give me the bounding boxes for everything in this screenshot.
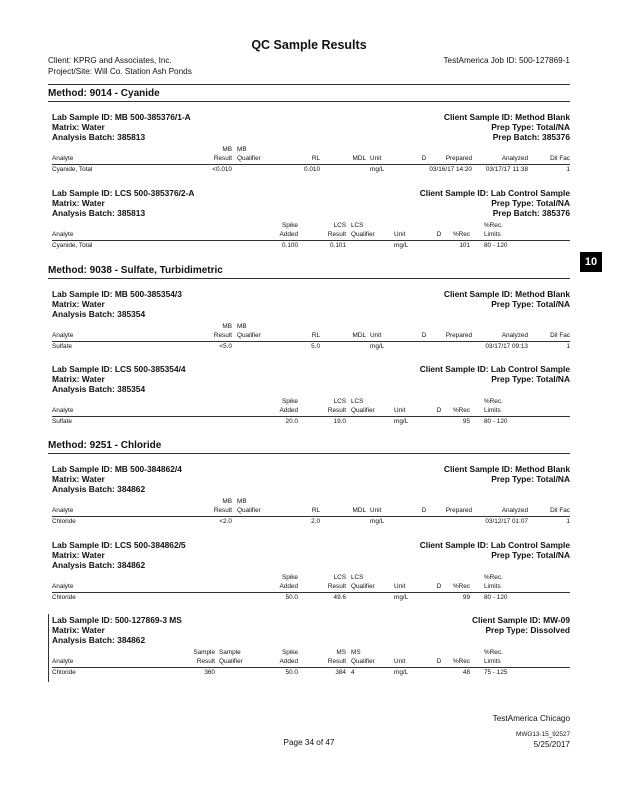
table-header: D xyxy=(436,407,442,414)
analysis-batch: Analysis Batch: 384862 xyxy=(52,484,146,494)
table-cell: Chloride xyxy=(52,594,76,601)
table-header: MDL xyxy=(352,332,366,339)
prep-type: Prep Type: Total/NA xyxy=(491,550,570,560)
table-header-top: LCS xyxy=(351,398,364,405)
table-header: Prepared xyxy=(445,332,472,339)
table-header: D xyxy=(436,583,442,590)
table-header: Qualifier xyxy=(351,658,375,665)
table-header: Dil Fac xyxy=(550,332,570,339)
table-header: Qualifier xyxy=(237,332,261,339)
table-header: %Rec xyxy=(452,583,470,590)
method-heading: Method: 9038 - Sulfate, Turbidimetric xyxy=(48,265,223,276)
client-sample-id: Client Sample ID: Lab Control Sample xyxy=(419,540,570,550)
lab-sample-id: Lab Sample ID: LCS 500-385354/4 xyxy=(52,364,186,374)
table-header: Analyte xyxy=(52,332,74,339)
prep-type: Prep Type: Total/NA xyxy=(491,299,570,309)
table-cell: 4 xyxy=(351,669,355,676)
table-header: Dil Fac xyxy=(550,155,570,162)
table-header: Qualifier xyxy=(237,507,261,514)
analysis-batch: Analysis Batch: 384862 xyxy=(52,635,146,645)
table-cell: mg/L xyxy=(394,418,409,425)
table-cell: mg/L xyxy=(370,343,385,350)
table-header: Unit xyxy=(394,231,406,238)
prep-type: Prep Type: Total/NA xyxy=(491,374,570,384)
table-header: Added xyxy=(279,658,298,665)
table-header: Added xyxy=(279,407,298,414)
table-header: Result xyxy=(196,658,215,665)
table-header: D xyxy=(421,507,427,514)
table-header: Limits xyxy=(484,231,501,238)
matrix: Matrix: Water xyxy=(52,299,105,309)
table-header: %Rec xyxy=(452,658,470,665)
lab-sample-id: Lab Sample ID: LCS 500-385376/2-A xyxy=(52,188,195,198)
matrix: Matrix: Water xyxy=(52,625,105,635)
table-cell: 49.6 xyxy=(333,594,346,601)
table-cell: Cyanide, Total xyxy=(52,242,93,249)
prep-type: Prep Type: Total/NA xyxy=(491,122,570,132)
table-header: D xyxy=(421,155,427,162)
table-cell: Chloride xyxy=(52,669,76,676)
table-header: %Rec xyxy=(452,231,470,238)
table-header: Qualifier xyxy=(351,231,375,238)
lab-sample-id: Lab Sample ID: MB 500-385376/1-A xyxy=(52,112,191,122)
table-header: Analyte xyxy=(52,658,74,665)
analysis-batch: Analysis Batch: 385354 xyxy=(52,309,146,319)
table-header: Limits xyxy=(484,407,501,414)
table-cell: Chloride xyxy=(52,518,76,525)
table-header: Dil Fac xyxy=(550,507,570,514)
table-header-top: Spike xyxy=(282,649,298,656)
lab-sample-id: Lab Sample ID: 500-127869-3 MS xyxy=(52,615,182,625)
table-header: Analyte xyxy=(52,583,74,590)
lab-sample-id: Lab Sample ID: MB 500-384862/4 xyxy=(52,464,182,474)
table-cell: 99 xyxy=(462,594,470,601)
matrix: Matrix: Water xyxy=(52,374,105,384)
table-rule xyxy=(52,416,570,417)
table-cell: 101 xyxy=(459,242,470,249)
lab-sample-id: Lab Sample ID: MB 500-385354/3 xyxy=(52,289,182,299)
table-header-top: Sample xyxy=(193,649,215,656)
table-rule xyxy=(52,592,570,593)
client-sample-id: Client Sample ID: MW-09 xyxy=(471,615,570,625)
table-cell: 48 xyxy=(462,669,470,676)
table-header: Result xyxy=(327,407,346,414)
table-header: RL xyxy=(311,332,320,339)
table-header-top: LCS xyxy=(333,398,346,405)
client-sample-id: Client Sample ID: Method Blank xyxy=(443,464,570,474)
table-header: D xyxy=(436,658,442,665)
table-header-top: LCS xyxy=(333,574,346,581)
table-header-top: %Rec. xyxy=(484,649,503,656)
table-header: Unit xyxy=(394,407,406,414)
table-cell: 2.0 xyxy=(311,518,320,525)
table-cell: 0.100 xyxy=(282,242,298,249)
header-rule xyxy=(48,84,570,85)
table-header-top: MB xyxy=(222,323,232,330)
table-header: Unit xyxy=(394,583,406,590)
table-header: D xyxy=(436,231,442,238)
table-header: Analyte xyxy=(52,507,74,514)
table-header: Added xyxy=(279,583,298,590)
table-header-top: %Rec. xyxy=(484,222,503,229)
table-cell: 1 xyxy=(566,343,570,350)
client-name: Client: KPRG and Associates, Inc. xyxy=(48,56,172,65)
table-header-top: %Rec. xyxy=(484,574,503,581)
table-header: Added xyxy=(279,231,298,238)
table-header: Analyzed xyxy=(501,332,528,339)
method-heading: Method: 9251 - Chloride xyxy=(48,440,162,451)
table-cell: 03/16/17 14:20 xyxy=(429,166,472,173)
table-cell: 75 - 125 xyxy=(484,669,508,676)
table-cell: 80 - 120 xyxy=(484,418,508,425)
table-cell: mg/L xyxy=(394,242,409,249)
table-header-top: Spike xyxy=(282,222,298,229)
lab-sample-id: Lab Sample ID: LCS 500-384862/5 xyxy=(52,540,186,550)
prep-batch: Prep Batch: 385376 xyxy=(492,132,570,142)
table-header: Qualifier xyxy=(237,155,261,162)
table-header: Result xyxy=(327,658,346,665)
prep-type: Prep Type: Dissolved xyxy=(485,625,570,635)
method-rule xyxy=(48,278,570,279)
table-header: D xyxy=(421,332,427,339)
client-sample-id: Client Sample ID: Lab Control Sample xyxy=(419,364,570,374)
table-header: MDL xyxy=(352,507,366,514)
table-cell: 1 xyxy=(566,518,570,525)
table-header: Result xyxy=(327,583,346,590)
analysis-batch: Analysis Batch: 384862 xyxy=(52,560,146,570)
table-header-top: LCS xyxy=(351,222,364,229)
prep-type: Prep Type: Total/NA xyxy=(491,198,570,208)
table-cell: 03/17/17 11:38 xyxy=(485,166,528,173)
method-heading: Method: 9014 - Cyanide xyxy=(48,88,160,99)
page-number: Page 34 of 47 xyxy=(283,738,335,747)
analysis-batch: Analysis Batch: 385813 xyxy=(52,208,146,218)
method-rule xyxy=(48,101,570,102)
table-cell: mg/L xyxy=(394,594,409,601)
table-header-top: MB xyxy=(237,323,247,330)
table-header: Prepared xyxy=(445,507,472,514)
footer-doc-id: MWG13-15_92527 xyxy=(516,731,570,738)
table-header: Analyte xyxy=(52,155,74,162)
analysis-batch: Analysis Batch: 385813 xyxy=(52,132,146,142)
table-header-top: %Rec. xyxy=(484,398,503,405)
table-header-top: LCS xyxy=(351,574,364,581)
table-cell: 0.010 xyxy=(304,166,320,173)
table-header: Limits xyxy=(484,658,501,665)
table-cell: <0.010 xyxy=(212,166,232,173)
table-cell: 5.0 xyxy=(311,343,320,350)
table-header: Unit xyxy=(370,155,382,162)
table-rule xyxy=(52,516,570,517)
job-id: TestAmerica Job ID: 500-127869-1 xyxy=(443,56,570,65)
table-cell: 80 - 120 xyxy=(484,242,508,249)
matrix: Matrix: Water xyxy=(52,550,105,560)
section-tab: 10 xyxy=(580,252,602,272)
table-header: Qualifier xyxy=(219,658,243,665)
table-header: RL xyxy=(311,155,320,162)
table-header-top: Spike xyxy=(282,574,298,581)
table-header: RL xyxy=(311,507,320,514)
table-header: Result xyxy=(213,507,232,514)
table-cell: 360 xyxy=(204,669,215,676)
table-cell: 50.0 xyxy=(285,594,298,601)
table-header: MDL xyxy=(352,155,366,162)
client-sample-id: Client Sample ID: Method Blank xyxy=(443,112,570,122)
table-header-top: Sample xyxy=(219,649,241,656)
matrix: Matrix: Water xyxy=(52,198,105,208)
table-header-top: MS xyxy=(351,649,361,656)
table-cell: Cyanide, Total xyxy=(52,166,93,173)
table-cell: mg/L xyxy=(370,166,385,173)
client-sample-id: Client Sample ID: Method Blank xyxy=(443,289,570,299)
table-rule xyxy=(52,667,570,668)
project-site: Project/Site: Will Co. Station Ash Ponds xyxy=(48,67,192,76)
table-cell: <5.0 xyxy=(219,343,232,350)
table-cell: 50.0 xyxy=(285,669,298,676)
table-rule xyxy=(52,341,570,342)
table-cell: 1 xyxy=(566,166,570,173)
table-cell: 03/12/17 01:07 xyxy=(485,518,528,525)
table-cell: 80 - 120 xyxy=(484,594,508,601)
footer-date: 5/25/2017 xyxy=(533,740,570,749)
table-cell: 19.0 xyxy=(333,418,346,425)
ms-block-bracket xyxy=(48,614,49,682)
analysis-batch: Analysis Batch: 385354 xyxy=(52,384,146,394)
table-header: Result xyxy=(327,231,346,238)
table-cell: 03/17/17 09:13 xyxy=(485,343,528,350)
table-cell: 95 xyxy=(462,418,470,425)
table-header: Result xyxy=(213,155,232,162)
table-header: Analyte xyxy=(52,231,74,238)
table-header-top: MS xyxy=(336,649,346,656)
table-header-top: LCS xyxy=(333,222,346,229)
table-rule xyxy=(52,240,570,241)
table-rule xyxy=(52,164,570,165)
table-cell: Sulfate xyxy=(52,418,72,425)
table-cell: mg/L xyxy=(370,518,385,525)
table-header: Analyzed xyxy=(501,507,528,514)
table-header: Analyzed xyxy=(501,155,528,162)
footer-company: TestAmerica Chicago xyxy=(492,714,570,723)
table-header-top: MB xyxy=(222,498,232,505)
prep-batch: Prep Batch: 385376 xyxy=(492,208,570,218)
table-cell: 0.101 xyxy=(330,242,346,249)
matrix: Matrix: Water xyxy=(52,122,105,132)
table-header: Prepared xyxy=(445,155,472,162)
table-header-top: MB xyxy=(222,146,232,153)
table-cell: 20.0 xyxy=(285,418,298,425)
table-header: Unit xyxy=(370,507,382,514)
table-header: Unit xyxy=(370,332,382,339)
table-header: Analyte xyxy=(52,407,74,414)
prep-type: Prep Type: Total/NA xyxy=(491,474,570,484)
table-header: Result xyxy=(213,332,232,339)
page-title: QC Sample Results xyxy=(251,38,367,52)
table-cell: mg/L xyxy=(394,669,409,676)
table-header-top: Spike xyxy=(282,398,298,405)
table-cell: Sulfate xyxy=(52,343,72,350)
table-cell: <2.0 xyxy=(219,518,232,525)
matrix: Matrix: Water xyxy=(52,474,105,484)
table-header: Unit xyxy=(394,658,406,665)
table-header: %Rec xyxy=(452,407,470,414)
table-header-top: MB xyxy=(237,146,247,153)
table-cell: 384 xyxy=(335,669,346,676)
table-header: Qualifier xyxy=(351,407,375,414)
method-rule xyxy=(48,453,570,454)
table-header-top: MB xyxy=(237,498,247,505)
table-header: Limits xyxy=(484,583,501,590)
table-header: Qualifier xyxy=(351,583,375,590)
client-sample-id: Client Sample ID: Lab Control Sample xyxy=(419,188,570,198)
